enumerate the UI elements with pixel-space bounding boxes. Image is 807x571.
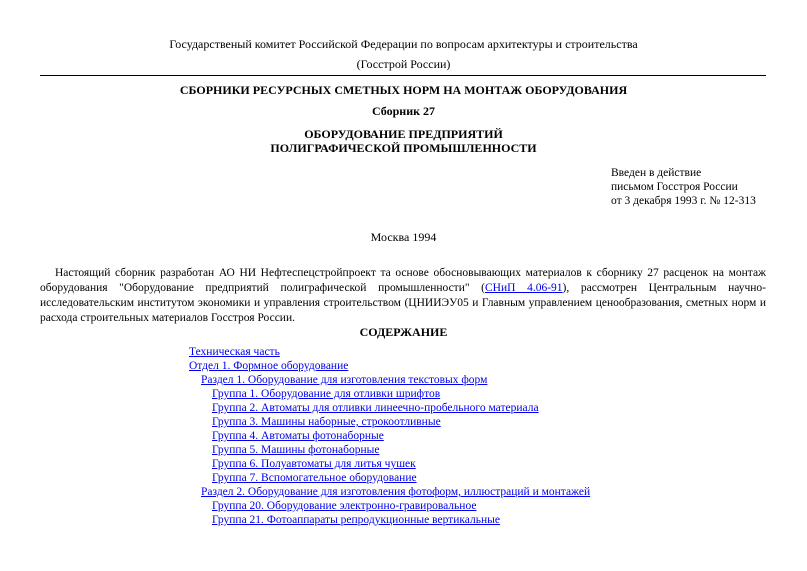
toc-item-group-20[interactable]: Группа 20. Оборудование электронно-гравировальное (212, 500, 477, 512)
toc-heading: СОДЕРЖАНИЕ (359, 325, 448, 339)
header-committee: Государственый комитет Российской Федерации по вопросам архитектуры и строительства (169, 37, 638, 51)
toc-item-technical-part[interactable]: Техническая часть (189, 346, 280, 358)
toc-item-part-1[interactable]: Раздел 1. Оборудование для изготовления текстовых форм (201, 374, 488, 386)
toc-item-group-21[interactable]: Группа 21. Фотоаппараты репродукционные вертикальные (212, 514, 500, 526)
intro-line-3: от 3 декабря 1993 г. № 12-313 (611, 195, 756, 207)
header-abbr: (Госстрой России) (356, 57, 451, 71)
collection-number: Сборник 27 (371, 104, 436, 118)
place-year: Москва 1994 (370, 230, 437, 244)
snip-link[interactable]: СНиП 4.06-91 (485, 282, 563, 294)
toc-item-group-3[interactable]: Группа 3. Машины наборные, строкоотливные (212, 416, 441, 428)
toc-item-group-2[interactable]: Группа 2. Автоматы для отливки линеечно-пробельного материала (212, 402, 539, 414)
intro-line-1: Введен в действие (611, 167, 702, 179)
intro-line-2: письмом Госстроя России (611, 181, 738, 193)
description-paragraph (40, 266, 766, 326)
toc-item-group-7[interactable]: Группа 7. Вспомогательное оборудование (212, 472, 417, 484)
toc-item-section-1[interactable]: Отдел 1. Формное оборудование (189, 360, 349, 372)
paragraph-text-before: Настоящий сборник разработан АО НИ Нефтеспецстройпроект та основе обосновывающих материалов к сборнику 27 расценок на монтаж оборудования "Оборудование предприятий полиграфической промышленности" ( (40, 267, 766, 294)
page-title: СБОРНИКИ РЕСУРСНЫХ СМЕТНЫХ НОРМ НА МОНТАЖ ОБОРУДОВАНИЯ (179, 83, 628, 97)
toc-item-group-1[interactable]: Группа 1. Оборудование для отливки шрифтов (212, 388, 441, 400)
subject-line-1: ОБОРУДОВАНИЕ ПРЕДПРИЯТИЙ (304, 127, 503, 141)
toc-item-group-5[interactable]: Группа 5. Машины фотонаборные (212, 444, 380, 456)
toc-item-group-6[interactable]: Группа 6. Полуавтоматы для литья чушек (212, 458, 416, 470)
toc-item-group-4[interactable]: Группа 4. Автоматы фотонаборные (212, 430, 384, 442)
introduction-note (611, 166, 761, 208)
toc-item-part-2[interactable]: Раздел 2. Оборудование для изготовления фотоформ, иллюстраций и монтажей (201, 486, 591, 498)
subject-line-2: ПОЛИГРАФИЧЕСКОЙ ПРОМЫШЛЕННОСТИ (270, 141, 537, 155)
paragraph-text-after: ), рассмотрен Центральным научно-исследовательским институтом экономики и управления строительством (ЦНИИЭУ05 и Главным управлением ценообразования, сметных норм и расхода строительных материалов Госстроя России. (40, 282, 767, 324)
header-divider (40, 75, 766, 76)
